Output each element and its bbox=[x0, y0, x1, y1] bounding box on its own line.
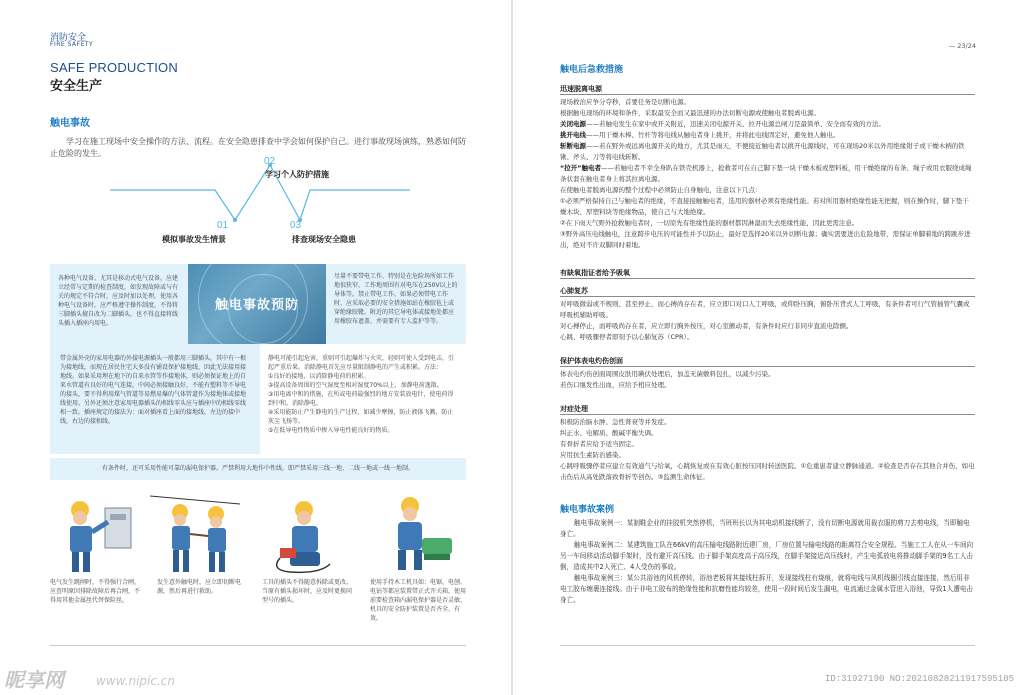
sub-wound: 保护体表电灼伤创面 bbox=[560, 357, 623, 365]
watermark-logo: 昵享网 bbox=[4, 668, 64, 692]
panel-equipment-check-text: 各种电气设备、尤其是移动式电气设备，应建立经常与定期的检查制度，如发现故障或与有关的规定不符合时，应及时加以处理。使用各种电气设备时，应严格遵守操作制度，不得将三脚插头擅自改为二脚插头，也不得直接将线头插入插座内用电。 bbox=[58, 275, 179, 327]
wound-line-2: 若伤口继发性出血，应给予相应处理。 bbox=[560, 381, 671, 389]
cases-block bbox=[560, 518, 975, 606]
rule-quick bbox=[560, 94, 975, 95]
rule-cpr bbox=[560, 296, 975, 297]
title-cn: 安全生产 bbox=[50, 79, 103, 94]
wound-line-1: 体表电灼伤创面周围皮肤用碘伏处理后，加盖无菌敷料包扎，以减少污染。 bbox=[560, 370, 775, 378]
rule-oxygen bbox=[560, 278, 975, 279]
illustration-rescue bbox=[150, 488, 240, 576]
title-cases: 触电事故案例 bbox=[560, 505, 615, 515]
panel-static bbox=[260, 344, 466, 454]
panel-static-item-5: ⑤在低导电性物质中掺入导电性能良好的物质。 bbox=[268, 427, 394, 434]
panel-static-item-2: ②提高设备周围的空气湿度至相对湿度70%以上，加静电荷逸散。 bbox=[268, 382, 443, 389]
cpr-block bbox=[560, 299, 975, 343]
intro-paragraph: 学习在施工现场中安全操作的方法、流程。在安全隐患排查中学会如何保护自己。进行事故现场演练，熟悉如何防止危险的发生。 bbox=[50, 137, 466, 158]
brand-en: FIRE SAFETY bbox=[50, 41, 94, 48]
page-number: — 23/24 bbox=[948, 42, 976, 50]
step-3-number: 03 bbox=[290, 220, 302, 231]
quick-line-10: ③野外高压电线触电，注意跨步电压的可能性并予以防止，最好是选择20米以外切断电源；确实需要进出危险地带，需保证单脚着地的跨跳步进出，绝对不许双脚同时着地。 bbox=[560, 230, 971, 249]
step-2-number: 02 bbox=[264, 156, 276, 167]
sub-quick: 迅速脱离电源 bbox=[560, 85, 602, 93]
sub-cpr: 心肺复苏 bbox=[560, 287, 588, 295]
panel-grounding bbox=[50, 344, 260, 454]
rule-treat bbox=[560, 414, 975, 415]
panel-static-item-3: ③用电离中和的措施，在所或电荷最强烈的地方安装放电针，使电荷得到中和，消除静电。 bbox=[268, 391, 454, 407]
cpr-line-1: 对呼吸微弱或不规则、甚至停止，而心搏尚存在者，应立即口对口人工呼吸，或仰卧压胸，俯卧压背式人工呼吸，有条件者可行气管插管气囊或呼吸机辅助呼吸。 bbox=[560, 300, 970, 319]
left-bottom-rule bbox=[50, 645, 466, 646]
quick-line-3: 关闭电源——若触电发生在家中或开关附近，迅速关闭电源开关、拉开电源总闸刀是最简单、安全而有效的方法。 bbox=[560, 120, 885, 128]
section-title-electric: 触电事故 bbox=[50, 118, 90, 129]
title-en: SAFE PRODUCTION bbox=[50, 60, 178, 75]
treat-line-5: 心跳呼吸骤停者应建立有效通气与给氧，心跳恢复或在有效心脏按压同时转送医院。①危重患者建立静脉通道。②检查是否存在其他合并伤，如电击伤后从高处跌落致骨折等创伤。③监测生命体征。 bbox=[560, 462, 975, 481]
step-1-number: 01 bbox=[217, 220, 229, 231]
panel-equipment-check bbox=[50, 264, 188, 344]
case-1: 触电事故案例一：某制鞋企业的挂胶机突然停机，当班班长以为其电动机接线断了，没有切断电源就用裁衣服的剪刀去剪电线，当即触电身亡。 bbox=[560, 519, 970, 538]
panel-live-work-text: 尽量不要带电工作，特别是在危险场所如工作地很狭窄，工作地周围有对电压在250V以上的导体等。禁止带电工作。如果必须带电工作时，应采取必要的安全措施如站在橡胶毡上或穿绝缘胶靴，附近的其它导电体或接地处都应用橡胶布遮盖，并需要有专人监护等等。 bbox=[334, 273, 458, 325]
panel-static-item-4: ④采用能防止产生静电的生产过程，如减少摩擦，防止液体飞溅，防止灰尘飞扬等。 bbox=[268, 409, 454, 425]
treat-line-1: 积极防治脑水肿、急性肾衰等并发症。 bbox=[560, 418, 671, 426]
caption-plug: 工具的插头不得随意拆除或更改。当原有插头损坏时，应及时更换同型号的插头。 bbox=[262, 579, 353, 604]
quick-block bbox=[560, 97, 975, 251]
case-3: 触电事故案例三：某公共浴池的风机停转，浴池老板将其接线柱拆开，发现接线柱有烧痕，就将电线与风机线圈引线直接连接，然后用非电工胶布缠裹连接线。由于非电工胶布的绝缘性能和抗磨性能均较差，使用一段时间后发生漏电，电流通过金属水管进入浴池，导致1人遭电击身亡。 bbox=[560, 574, 974, 604]
quick-line-9: ②在下雨天气野外抢救触电者时，一切原先有绝缘性能的器材都因淋湿而失去绝缘性能，因此更需注意。 bbox=[560, 219, 859, 227]
treat-block bbox=[560, 417, 975, 483]
treat-line-2: 纠正水、电解质、酸碱平衡失调。 bbox=[560, 429, 658, 437]
panel-live-work bbox=[326, 264, 466, 344]
step-3-label: 排查现场安全隐患 bbox=[292, 235, 356, 244]
caption-rescue: 发生意外触电时，应立即切断电源，然后再进行救助。 bbox=[157, 579, 242, 595]
caption-breaker: 电气发生跳闸时，不得强行合闸，应查明原因排除故障后再合闸，不得用其他金属丝代替保险丝。 bbox=[50, 579, 141, 604]
illustration-power-tool bbox=[370, 488, 460, 576]
cpr-line-2: 对心搏停止，而呼吸尚存在者，应立即行胸外按压，对心室颤动者，有条件时应行非同步直流电除颤。 bbox=[560, 322, 853, 330]
cpr-line-3: 心跳、呼吸骤停者即刻予以心肺复苏（CPR）。 bbox=[560, 333, 694, 341]
watermark-url: www.nipic.cn bbox=[96, 674, 175, 688]
quick-line-1: 现场救治应争分夺秒，首要任务是切断电源。 bbox=[560, 98, 690, 106]
rule-wound bbox=[560, 366, 975, 367]
footnote-leakage: 有条件时，还可采用性能可靠的漏电保护器。严禁利用大地作中性线，即严禁采用三线一地、二线一地或一线一地制。 bbox=[50, 458, 466, 480]
caption-power-tool: 使用手持木工机具如：电锯、电刨、电钻等都应装置带正式开关箱，使用前要检查箱内漏电保护器是否灵敏，机具的安全防护装置是否齐全、有效。 bbox=[370, 579, 467, 622]
illustration-breaker-worker bbox=[50, 488, 140, 576]
sub-oxygen: 有缺氧指证者给予吸氧 bbox=[560, 269, 630, 277]
quick-line-7: 在使触电者脱离电源的整个过程中必须防止自身触电，注意以下几点： bbox=[560, 186, 762, 194]
wound-block bbox=[560, 369, 975, 391]
hero-title: 触电事故预防 bbox=[214, 298, 299, 313]
timeline-graphic bbox=[110, 150, 410, 245]
right-bottom-rule bbox=[560, 645, 975, 646]
treat-line-4: 应用抗生素防治感染。 bbox=[560, 451, 625, 459]
title-emergency: 触电后急救措施 bbox=[560, 65, 624, 75]
treat-line-3: 有骨折者应给予适当固定。 bbox=[560, 440, 638, 448]
watermark-id: ID:31927190 NO:20210828211917595105 bbox=[824, 674, 1014, 684]
quick-line-8: ①必须严格保持自己与触电者的绝缘，不直接接触触电者，选用的器材必须有绝缘性能。若对所用器材绝缘性能无把握，则在操作时，脚下垫干燥木块、厚塑料块等绝缘物品，使自己与大地绝缘。 bbox=[560, 197, 969, 216]
panel-grounding-text: 带金属外壳的家用电器的外接电源插头一般都用三脚插头，其中有一根为接地线，而现在居民住宅大多没有铺设保护接地线，因此无法接用接地线。如果采用埋在地下的自来水管等作接地体，则必须保证地上的自来水管道有良好的电气连接，中间必须接触良好，不能有塑料等不导电的接头，要不得利用煤气管道等易燃易爆的气体管道作为接地体或接地线使用。另外还须注意家用电器插头的相线零头应与插座中的相线零线相一致。插座规定的接法为：面对插座看上面的接地线，左边的接中线，右边的接相线。 bbox=[60, 355, 247, 425]
quick-line-5: 斩断电源——若在野外或远离电源开关的地方，尤其是雨天，不便接近触电者以挑开电源线时，可在现场20米以外用绝缘钳子或干燥木柄的铁锹、斧头、刀等将电线斩断。 bbox=[560, 142, 965, 161]
quick-line-4: 挑开电线——用干燥木棒、竹杆等将电线从触电者身上挑开，并将此电线固定好，避免他人触电。 bbox=[560, 131, 840, 139]
step-1-label: 模拟事故发生情景 bbox=[162, 235, 226, 244]
brand-cn: 消防安全 bbox=[50, 33, 87, 43]
sub-treat: 对症处理 bbox=[560, 405, 588, 413]
panel-static-item-1: ①良好的接地，以消除静电荷的积累。 bbox=[268, 373, 370, 380]
page-fold bbox=[511, 0, 513, 695]
step-2-label: 学习个人防护措施 bbox=[265, 170, 329, 179]
illustration-plug-repair bbox=[260, 488, 350, 576]
hero-image bbox=[188, 264, 326, 344]
panel-static-intro: 静电可能引起危害，重则可引起爆炸与火灾，轻则可使人受到电击，引起严重后果。消除静电首先应尽量限制静电的产生或积累。方法： bbox=[268, 355, 455, 371]
quick-line-2: 根据触电现场的环境和条件，采取最安全而又最迅速的办法切断电源或使触电者脱离电源。 bbox=[560, 109, 820, 117]
quick-line-6: “拉开”触电者——若触电者不幸全身趴在铁壳机器上，抢救者可在自己脚下垫一块干燥木板或塑料板，用干燥绝缘的布条、绳子或用衣服绕成绳条状套在触电者身上将其拉离电源。 bbox=[560, 164, 972, 183]
case-2: 触电事故案例二：某建筑施工队在66kV的高压输电线路附近建厂房，厂房位置与输电线路的距离符合安全规程。当施工工人在从一车间向另一车间移动活动脚手架时，没有避开高压线。由于脚手架高度高于高压线，在脚手架接近高压线时，产生电弧放电将推动脚手架的9名工人击倒，造成其中2人死亡、4人受伤的事故。 bbox=[560, 541, 974, 571]
